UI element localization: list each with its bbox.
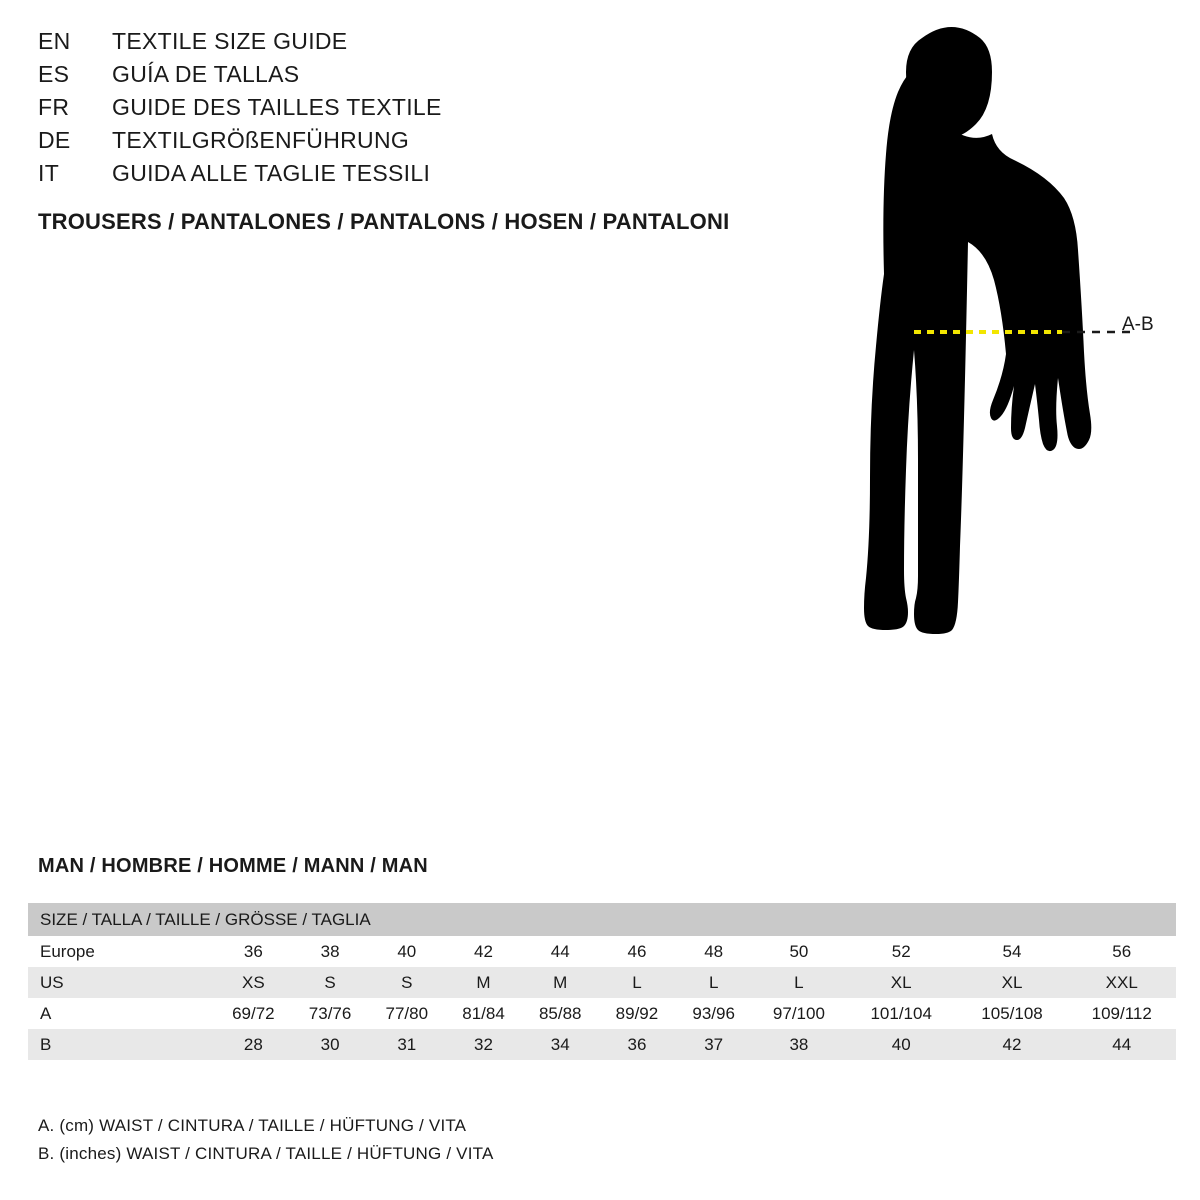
language-row xyxy=(38,160,798,193)
cell: 77/80 xyxy=(368,998,445,1029)
cell: XL xyxy=(957,967,1068,998)
table-header-label: SIZE / TALLA / TAILLE / GRÖSSE / TAGLIA xyxy=(28,903,1176,936)
row-label: A xyxy=(28,998,215,1029)
cell: 85/88 xyxy=(522,998,599,1029)
cell: 73/76 xyxy=(292,998,369,1029)
cell: 50 xyxy=(752,936,846,967)
cell: 93/96 xyxy=(675,998,752,1029)
table-header-row xyxy=(28,903,1176,936)
cell: 109/112 xyxy=(1067,998,1176,1029)
language-row xyxy=(38,94,798,127)
language-title: TEXTILGRÖßENFÜHRUNG xyxy=(112,127,410,153)
measure-label-a-b: A-B xyxy=(1122,314,1154,335)
cell: 101/104 xyxy=(846,998,957,1029)
cell: 46 xyxy=(599,936,676,967)
language-row xyxy=(38,28,798,61)
cell: 42 xyxy=(957,1029,1068,1060)
cell: L xyxy=(675,967,752,998)
cell: 32 xyxy=(445,1029,522,1060)
table-row xyxy=(28,936,1176,967)
cell: 42 xyxy=(445,936,522,967)
garment-type-title: TROUSERS / PANTALONES / PANTALONS / HOSEN / PANTALONI xyxy=(38,209,730,234)
language-code: DE xyxy=(38,127,71,153)
language-row xyxy=(38,61,798,94)
footnotes xyxy=(38,1112,494,1168)
row-label: Europe xyxy=(28,936,215,967)
language-row xyxy=(38,127,798,160)
footnote-a: A. (cm) WAIST / CINTURA / TAILLE / HÜFTUNG / VITA xyxy=(38,1116,467,1135)
cell: 36 xyxy=(599,1029,676,1060)
cell: 40 xyxy=(846,1029,957,1060)
row-label: US xyxy=(28,967,215,998)
language-title: GUIDE DES TAILLES TEXTILE xyxy=(112,94,442,120)
cell: 54 xyxy=(957,936,1068,967)
table-section-heading: MAN / HOMBRE / HOMME / MANN / MAN xyxy=(38,855,428,877)
language-code: FR xyxy=(38,94,70,120)
cell: 34 xyxy=(522,1029,599,1060)
cell: 44 xyxy=(1067,1029,1176,1060)
language-code: ES xyxy=(38,61,70,87)
cell: 69/72 xyxy=(215,998,292,1029)
size-table xyxy=(28,903,1176,1060)
cell: 40 xyxy=(368,936,445,967)
cell: 105/108 xyxy=(957,998,1068,1029)
body-figure xyxy=(800,10,1200,810)
language-title-block xyxy=(38,28,798,235)
male-silhouette-icon xyxy=(800,10,1200,810)
cell: 38 xyxy=(752,1029,846,1060)
cell: 52 xyxy=(846,936,957,967)
language-title: TEXTILE SIZE GUIDE xyxy=(112,28,348,54)
cell: 31 xyxy=(368,1029,445,1060)
table-row xyxy=(28,998,1176,1029)
cell: 81/84 xyxy=(445,998,522,1029)
table-row xyxy=(28,1029,1176,1060)
row-label: B xyxy=(28,1029,215,1060)
cell: 38 xyxy=(292,936,369,967)
cell: 28 xyxy=(215,1029,292,1060)
language-code: IT xyxy=(38,160,60,186)
cell: M xyxy=(522,967,599,998)
cell: 89/92 xyxy=(599,998,676,1029)
footnote-b: B. (inches) WAIST / CINTURA / TAILLE / HÜFTUNG / VITA xyxy=(38,1144,494,1163)
cell: XS xyxy=(215,967,292,998)
cell: S xyxy=(292,967,369,998)
cell: L xyxy=(599,967,676,998)
cell: 37 xyxy=(675,1029,752,1060)
language-title: GUIDA ALLE TAGLIE TESSILI xyxy=(112,160,431,186)
cell: 56 xyxy=(1067,936,1176,967)
table-row xyxy=(28,967,1176,998)
cell: XL xyxy=(846,967,957,998)
cell: M xyxy=(445,967,522,998)
cell: 48 xyxy=(675,936,752,967)
cell: 30 xyxy=(292,1029,369,1060)
cell: 36 xyxy=(215,936,292,967)
language-title: GUÍA DE TALLAS xyxy=(112,61,300,87)
cell: L xyxy=(752,967,846,998)
cell: 44 xyxy=(522,936,599,967)
cell: XXL xyxy=(1067,967,1176,998)
cell: S xyxy=(368,967,445,998)
cell: 97/100 xyxy=(752,998,846,1029)
language-code: EN xyxy=(38,28,71,54)
